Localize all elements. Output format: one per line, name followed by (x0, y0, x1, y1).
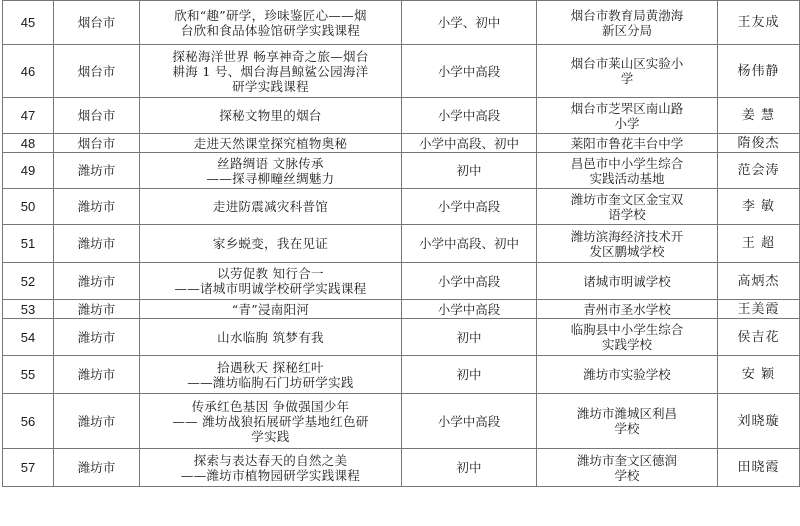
project-name-cell: 拾遇秋天 探秘红叶 ——潍坊临朐石门坊研学实践 (140, 356, 402, 394)
contact-person-cell: 王美霞 (718, 300, 800, 319)
table-body (3, 1, 800, 487)
contact-person-cell: 安 颖 (718, 356, 800, 394)
contact-person-cell: 高炳杰 (718, 263, 800, 300)
row-number: 46 (3, 45, 54, 98)
unit-cell: 潍坊市实验学校 (537, 356, 718, 394)
unit-cell: 昌邑市中小学生综合 实践活动基地 (537, 153, 718, 189)
school-stage-cell: 小学中高段、初中 (402, 134, 537, 153)
unit-cell: 莱阳市鲁花丰台中学 (537, 134, 718, 153)
unit-cell: 潍坊市奎文区金宝双 语学校 (537, 189, 718, 225)
contact-person-cell: 范会涛 (718, 153, 800, 189)
city-cell: 烟台市 (54, 98, 140, 134)
unit-cell: 烟台市芝罘区南山路 小学 (537, 98, 718, 134)
unit-cell: 诸城市明诚学校 (537, 263, 718, 300)
city-cell: 烟台市 (54, 45, 140, 98)
course-table (2, 0, 800, 487)
school-stage-cell: 小学、初中 (402, 1, 537, 45)
school-stage-cell: 小学中高段 (402, 300, 537, 319)
unit-cell: 烟台市教育局黄渤海 新区分局 (537, 1, 718, 45)
project-name-cell: “青”浸南阳河 (140, 300, 402, 319)
contact-person-cell: 王友成 (718, 1, 800, 45)
table-row (3, 225, 800, 263)
table-row (3, 300, 800, 319)
table-row (3, 319, 800, 356)
unit-cell: 烟台市莱山区实验小 学 (537, 45, 718, 98)
row-number: 48 (3, 134, 54, 153)
city-cell: 潍坊市 (54, 225, 140, 263)
city-cell: 潍坊市 (54, 356, 140, 394)
city-cell: 烟台市 (54, 1, 140, 45)
project-name-cell: 家乡蜕变，我在见证 (140, 225, 402, 263)
project-name-cell: 以劳促教 知行合一 ——诸城市明诚学校研学实践课程 (140, 263, 402, 300)
school-stage-cell: 小学中高段 (402, 45, 537, 98)
school-stage-cell: 小学中高段 (402, 189, 537, 225)
contact-person-cell: 侯吉花 (718, 319, 800, 356)
school-stage-cell: 小学中高段、初中 (402, 225, 537, 263)
row-number: 49 (3, 153, 54, 189)
city-cell: 潍坊市 (54, 449, 140, 487)
unit-cell: 临朐县中小学生综合 实践学校 (537, 319, 718, 356)
project-name-cell: 走进防震减灾科普馆 (140, 189, 402, 225)
row-number: 56 (3, 394, 54, 449)
city-cell: 潍坊市 (54, 153, 140, 189)
project-name-cell: 探索与表达春天的自然之美 ——潍坊市植物园研学实践课程 (140, 449, 402, 487)
city-cell: 潍坊市 (54, 263, 140, 300)
table-row (3, 394, 800, 449)
row-number: 52 (3, 263, 54, 300)
school-stage-cell: 小学中高段 (402, 394, 537, 449)
row-number: 53 (3, 300, 54, 319)
project-name-cell: 探秘文物里的烟台 (140, 98, 402, 134)
school-stage-cell: 小学中高段 (402, 98, 537, 134)
row-number: 47 (3, 98, 54, 134)
project-name-cell: 探秘海洋世界 畅享神奇之旅—烟台 耕海 1 号、烟台海昌鲸鲨公园海洋 研学实践课程 (140, 45, 402, 98)
table-row (3, 98, 800, 134)
unit-cell: 潍坊市潍城区利昌 学校 (537, 394, 718, 449)
table-row (3, 263, 800, 300)
project-name-cell: 传承红色基因 争做强国少年 —— 潍坊战狼拓展研学基地红色研 学实践 (140, 394, 402, 449)
contact-person-cell: 隋俊杰 (718, 134, 800, 153)
city-cell: 潍坊市 (54, 189, 140, 225)
table-row (3, 1, 800, 45)
row-number: 50 (3, 189, 54, 225)
row-number: 45 (3, 1, 54, 45)
city-cell: 烟台市 (54, 134, 140, 153)
table-row (3, 449, 800, 487)
row-number: 51 (3, 225, 54, 263)
table-row (3, 356, 800, 394)
row-number: 54 (3, 319, 54, 356)
row-number: 57 (3, 449, 54, 487)
project-name-cell: 山水临朐 筑梦有我 (140, 319, 402, 356)
contact-person-cell: 姜 慧 (718, 98, 800, 134)
table-row (3, 189, 800, 225)
school-stage-cell: 初中 (402, 449, 537, 487)
unit-cell: 青州市圣水学校 (537, 300, 718, 319)
contact-person-cell: 王 超 (718, 225, 800, 263)
project-name-cell: 走进天然课堂探究植物奥秘 (140, 134, 402, 153)
contact-person-cell: 田晓霞 (718, 449, 800, 487)
project-name-cell: 欣和“趣”研学，珍味鉴匠心——烟 台欣和食品体验馆研学实践课程 (140, 1, 402, 45)
school-stage-cell: 初中 (402, 319, 537, 356)
contact-person-cell: 杨伟静 (718, 45, 800, 98)
contact-person-cell: 刘晓璇 (718, 394, 800, 449)
project-name-cell: 丝路绸语 文脉传承 ——探寻柳疃丝绸魅力 (140, 153, 402, 189)
unit-cell: 潍坊市奎文区德润 学校 (537, 449, 718, 487)
city-cell: 潍坊市 (54, 394, 140, 449)
school-stage-cell: 小学中高段 (402, 263, 537, 300)
table-row (3, 45, 800, 98)
city-cell: 潍坊市 (54, 319, 140, 356)
school-stage-cell: 初中 (402, 356, 537, 394)
unit-cell: 潍坊滨海经济技术开 发区鹏城学校 (537, 225, 718, 263)
table-row (3, 134, 800, 153)
row-number: 55 (3, 356, 54, 394)
table-row (3, 153, 800, 189)
school-stage-cell: 初中 (402, 153, 537, 189)
city-cell: 潍坊市 (54, 300, 140, 319)
contact-person-cell: 李 敏 (718, 189, 800, 225)
